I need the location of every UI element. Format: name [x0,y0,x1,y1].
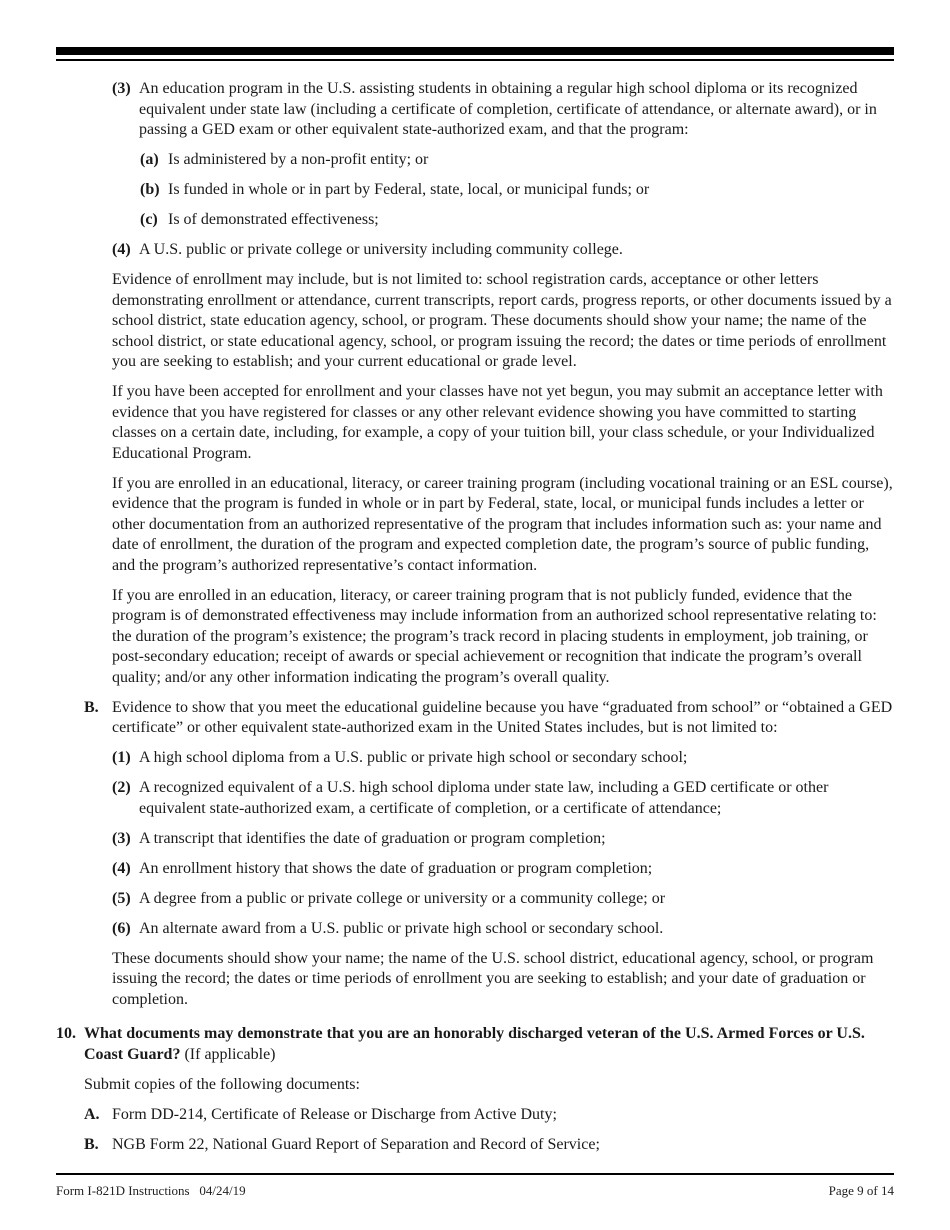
item-text: A U.S. public or private college or university including community college. [139,241,623,258]
list-item [0,889,894,910]
item-label: (c) [140,211,158,228]
paragraph-accepted-enrollment: If you have been accepted for enrollment and your classes have not yet begun, you may submit an acceptance letter with evidence that you have registered for classes or any other relevant evidence showing you have committed to starting classes on a certain date, including, for example, a copy of your tuition bill, your class schedule, or your Individualized Educational Program. [112,383,883,462]
paragraph-enrollment-evidence: Evidence of enrollment may include, but is not limited to: school registration cards, acceptance or other letters demonstrating enrollment or attendance, current transcripts, report cards, progress reports, or other documents issued by a school district, state education agency, school, or program. These documents should show your name; the name of the school district, or state educational agency, school, or program issuing the record; the dates or time periods of enrollment you are seeking to establish; and your current educational or grade level. [112,271,892,370]
item-text: NGB Form 22, National Guard Report of Separation and Record of Service; [112,1135,600,1153]
list-item [0,210,950,231]
list-item [0,919,894,940]
item-text: An enrollment history that shows the date of graduation or program completion; [139,859,653,877]
section-b [0,698,950,739]
item-label: (a) [140,151,159,168]
page-body [0,79,950,1165]
item-label: (1) [112,749,131,766]
list-item [0,1135,950,1156]
header-thin-rule [56,59,894,61]
item-text: An education program in the U.S. assisting students in obtaining a regular high school diploma or its recognized equivalent under state law (including a certificate of completion, certificate of attendance, or alternate award), or in passing a GED exam or other equivalent state-authorized exam, and that the program: [139,80,877,138]
question-number: 10. [56,1025,76,1042]
item-text: Is administered by a non-profit entity; or [168,151,429,168]
paragraph-submit-copies: Submit copies of the following documents: [84,1075,360,1093]
item-label: (b) [140,181,160,198]
item-text: A high school diploma from a U.S. public or private high school or secondary school; [139,749,688,766]
question-heading [84,1024,894,1065]
list-item [0,240,894,261]
header-thick-rule [56,47,894,55]
item-text: A recognized equivalent of a U.S. high school diploma under state law, including a GED certificate or other equivalent state-authorized exam, a certificate of completion, or a certificate of attendance; [139,779,829,817]
list-item [0,778,894,819]
list-item [0,1105,950,1126]
list-item [0,829,894,850]
item-label: (4) [112,241,131,258]
item-label: (3) [112,80,131,97]
item-label: (4) [112,859,131,877]
list-item [0,748,894,769]
item-label: (5) [112,889,131,907]
item-text: Is of demonstrated effectiveness; [168,211,379,228]
item-label: (3) [112,829,131,847]
item-label: A. [84,1105,100,1123]
footer-page-number: Page 9 of 14 [828,1183,894,1198]
question-10 [0,1024,950,1065]
paragraph-not-publicly-funded: If you are enrolled in an education, literacy, or career training program that is not publicly funded, evidence that the program is of demonstrated effectiveness may include information from an authorized school representative relating to: the duration of the program’s existence; the program’s track record in placing students in employment, job training, or post-secondary education; receipt of awards or special achievement or recognition that indicate the program’s overall quality; and/or any other information indicating the program’s overall quality. [112,586,877,686]
item-text: A degree from a public or private college or university or a community college; or [139,889,666,907]
question-text: What documents may demonstrate that you are an honorably discharged veteran of the U.S. Armed Forces or U.S. Coast Guard? [84,1025,865,1063]
list-item [0,180,950,201]
item-text: An alternate award from a U.S. public or private high school or secondary school. [139,919,664,937]
list-item [0,859,894,880]
list-item [0,150,950,171]
item-text: A transcript that identifies the date of graduation or program completion; [139,829,606,847]
item-text: Form DD-214, Certificate of Release or Discharge from Active Duty; [112,1105,557,1123]
paragraph-publicly-funded: If you are enrolled in an educational, literacy, or career training program (including vocational training or an ESL course), evidence that the program is funded in whole or in part by Federal, state, local, or municipal funds includes a letter or other documentation from an authorized representative of the program that includes information such as: your name and date of enrollment, the duration of the program and expected completion date, the program’s source of public funding, and the program’s authorized representative’s contact information. [112,474,893,574]
footer-form-id: Form I-821D Instructions 04/24/19 [56,1183,246,1198]
list-item [0,79,894,141]
paragraph-section-b-closing: These documents should show your name; the name of the U.S. school district, educational agency, school, or program issuing the record; the dates or time periods of enrollment you are seeking to establish; and your date of graduation or completion. [112,949,874,1008]
item-label: (2) [112,779,131,796]
section-b-text: Evidence to show that you meet the educational guideline because you have “graduated from school” or “obtained a GED certificate” or other equivalent state-authorized exam in the United States includes, but is not limited to: [112,698,893,736]
item-text: Is funded in whole or in part by Federal, state, local, or municipal funds; or [168,181,650,198]
item-label: (6) [112,919,131,937]
footer-rule [56,1173,894,1175]
section-b-label: B. [84,698,99,716]
question-qualifier: (If applicable) [180,1045,276,1063]
item-label: B. [84,1135,99,1153]
